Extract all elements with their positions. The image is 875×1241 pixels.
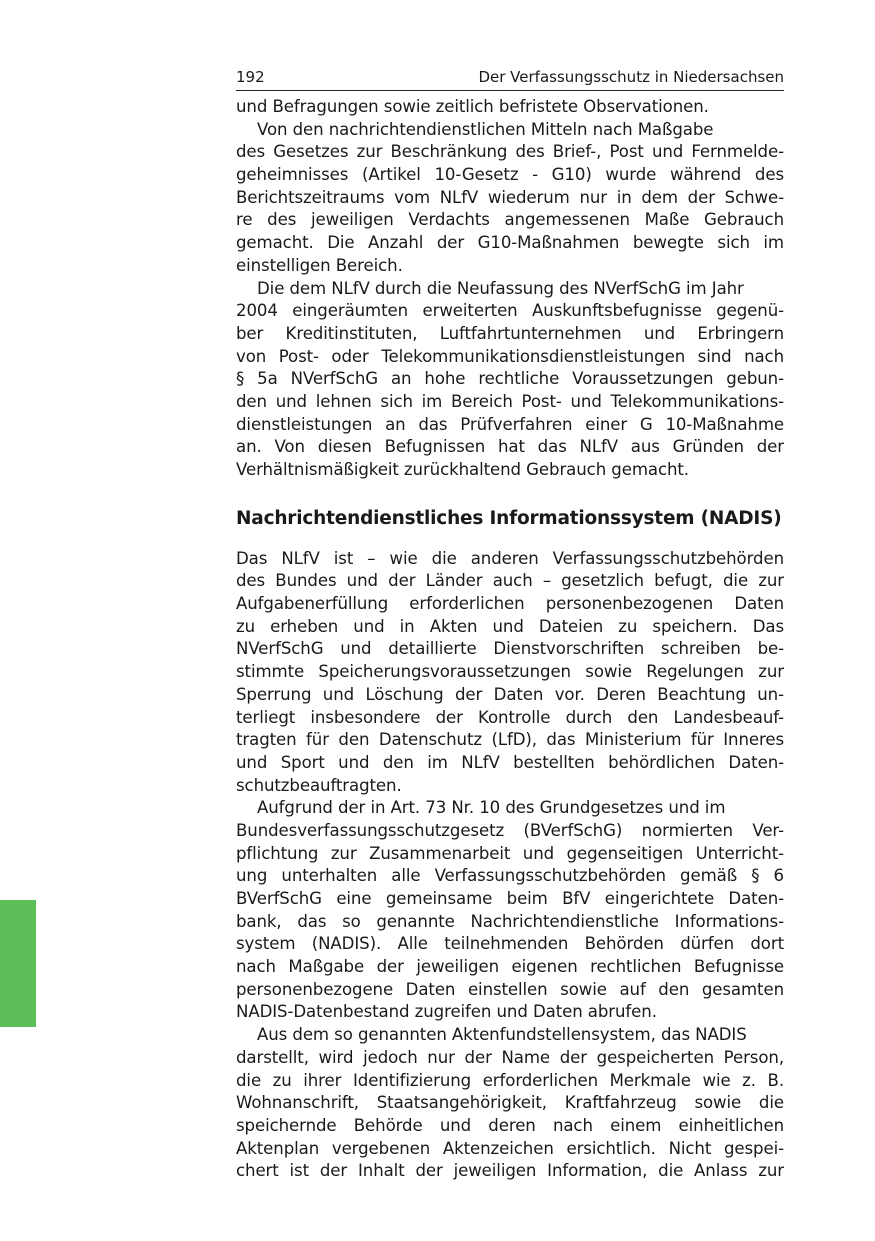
text-line: NADIS-Datenbestand zugreifen und Daten abrufen. — [236, 1002, 657, 1022]
text-line: system (NADIS). Alle teilnehmenden Behörden dürfen dort — [236, 934, 784, 954]
text-line: Verhältnismäßigkeit zurückhaltend Gebrauch gemacht. — [236, 460, 689, 479]
text-line: zu erheben und in Akten und Dateien zu speichern. Das — [236, 616, 784, 636]
text-line: darstellt, wird jedoch nur der Name der gespeicherten Person, — [236, 1047, 784, 1067]
text-line: geheimnisses (Artikel 10-Gesetz - G10) wurde während des — [236, 165, 784, 185]
text-line: Bundesverfassungsschutzgesetz (BVerfSchG) normierten Ver- — [236, 820, 784, 840]
text-line: ung unterhalten alle Verfassungsschutzbehörden gemäß § 6 — [236, 866, 784, 886]
text-line: tragten für den Datenschutz (LfD), das Ministerium für Inneres — [236, 730, 784, 750]
section-nadis — [236, 548, 784, 1183]
text-line: und Befragungen sowie zeitlich befristete Observationen. — [236, 97, 709, 116]
section-heading: Nachrichtendienstliches Informationssystem (NADIS) — [236, 507, 782, 529]
section-observations — [236, 96, 784, 482]
text-line: des Gesetzes zur Beschränkung des Brief-, Post und Fernmelde- — [236, 142, 784, 162]
text-line: Aktenplan vergebenen Aktenzeichen ersichtlich. Nicht gespei- — [236, 1138, 784, 1158]
text-line: gemacht. Die Anzahl der G10-Maßnahmen bewegte sich im — [236, 233, 784, 253]
text-line: § 5a NVerfSchG an hohe rechtliche Voraussetzungen gebun- — [236, 369, 784, 389]
text-line: die zu ihrer Identifizierung erforderlichen Merkmale wie z. B. — [236, 1070, 784, 1090]
text-line: chert ist der Inhalt der jeweiligen Information, die Anlass zur — [236, 1161, 784, 1181]
chapter-tab-marker — [0, 900, 36, 1027]
text-line: Die dem NLfV durch die Neufassung des NVerfSchG im Jahr — [257, 278, 744, 298]
text-line: an. Von diesen Befugnissen hat das NLfV aus Gründen der — [236, 437, 784, 457]
page-body — [236, 96, 784, 1183]
text-line: einstelligen Bereich. — [236, 255, 403, 275]
text-line: re des jeweiligen Verdachts angemessenen Maße Gebrauch — [236, 210, 784, 230]
text-line: Berichtszeitraums vom NLfV wiederum nur in dem der Schwe- — [236, 187, 784, 207]
text-line: Von den nachrichtendienstlichen Mitteln nach Maßgabe — [257, 119, 714, 139]
text-line: ber Kreditinstituten, Luftfahrtunternehmen und Erbringern — [236, 323, 784, 343]
text-line: schutzbeauftragten. — [236, 775, 402, 795]
text-line: stimmte Speicherungsvoraussetzungen sowie Regelungen zur — [236, 662, 784, 682]
text-line: nach Maßgabe der jeweiligen eigenen rechtlichen Befugnisse — [236, 957, 784, 977]
page-header — [236, 64, 784, 91]
text-line: pflichtung zur Zusammenarbeit und gegenseitigen Unterricht- — [236, 843, 784, 863]
text-line: und Sport und den im NLfV bestellten behördlichen Daten- — [236, 752, 784, 772]
text-line: dienstleistungen an das Prüfverfahren einer G 10-Maßnahme — [236, 414, 784, 434]
text-line: Das NLfV ist – wie die anderen Verfassungsschutzbehörden — [236, 548, 784, 568]
page-number: 192 — [236, 68, 265, 86]
text-line: Aus dem so genannten Aktenfundstellensystem, das NADIS — [257, 1025, 747, 1045]
text-line: den und lehnen sich im Bereich Post- und Telekommunikations- — [236, 391, 784, 411]
text-line: 2004 eingeräumten erweiterten Auskunftsbefugnisse gegenü- — [236, 301, 784, 321]
running-title: Der Verfassungsschutz in Niedersachsen — [478, 68, 784, 86]
text-line: des Bundes und der Länder auch – gesetzlich befugt, die zur — [236, 571, 784, 591]
text-line: BVerfSchG eine gemeinsame beim BfV eingerichtete Daten- — [236, 889, 784, 908]
text-line: von Post- oder Telekommunikationsdienstleistungen sind nach — [236, 346, 784, 366]
text-line: Wohnanschrift, Staatsangehörigkeit, Kraftfahrzeug sowie die — [236, 1093, 784, 1113]
text-line: Sperrung und Löschung der Daten vor. Deren Beachtung un- — [236, 684, 784, 704]
text-line: NVerfSchG und detaillierte Dienstvorschriften schreiben be- — [236, 639, 784, 659]
text-line: terliegt insbesondere der Kontrolle durch den Landesbeauf- — [236, 707, 784, 727]
text-line: personenbezogene Daten einstellen sowie auf den gesamten — [236, 979, 784, 999]
text-line: Aufgabenerfüllung erforderlichen personenbezogenen Daten — [236, 594, 784, 614]
text-line: speichernde Behörde und deren nach einem einheitlichen — [236, 1115, 784, 1135]
text-line: Aufgrund der in Art. 73 Nr. 10 des Grundgesetzes und im — [257, 798, 726, 818]
text-line: bank, das so genannte Nachrichtendienstliche Informations- — [236, 911, 784, 931]
